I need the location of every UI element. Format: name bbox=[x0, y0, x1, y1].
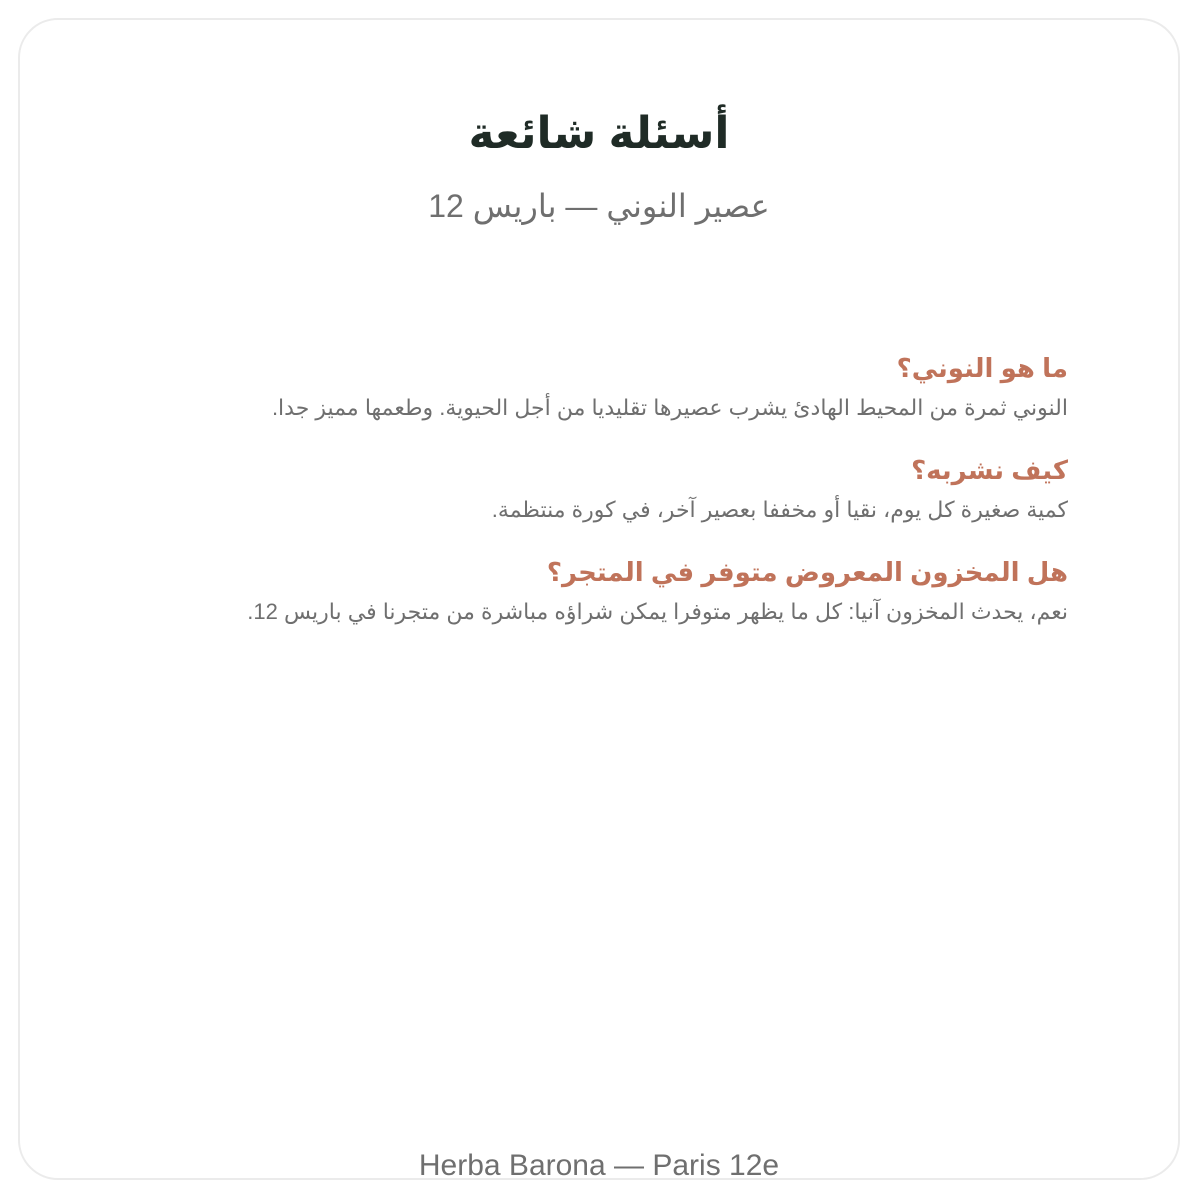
faq-card bbox=[18, 18, 1180, 1180]
faq-answer: نعم، يحدث المخزون آنيا: كل ما يظهر متوفرا يمكن شراؤه مباشرة من متجرنا في باريس 12. bbox=[247, 599, 1068, 624]
faq-question: كيف نشربه؟ bbox=[911, 455, 1068, 485]
faq-answer: النوني ثمرة من المحيط الهادئ يشرب عصيرها تقليديا من أجل الحيوية. وطعمها مميز جدا. bbox=[271, 395, 1068, 420]
faq-list bbox=[140, 348, 1068, 654]
faq-question: ما هو النوني؟ bbox=[896, 353, 1068, 383]
faq-item bbox=[140, 450, 1068, 530]
faq-item bbox=[140, 552, 1068, 632]
page-subtitle: عصير النوني — باريس 12 bbox=[428, 188, 770, 224]
faq-answer: كمية صغيرة كل يوم، نقيا أو مخففا بعصير آخر، في كورة منتظمة. bbox=[491, 497, 1068, 522]
footer-brand: Herba Barona — Paris 12e bbox=[418, 1149, 780, 1182]
faq-item bbox=[140, 348, 1068, 428]
page-title: أسئلة شائعة bbox=[468, 109, 730, 158]
faq-question: هل المخزون المعروض متوفر في المتجر؟ bbox=[546, 557, 1068, 587]
